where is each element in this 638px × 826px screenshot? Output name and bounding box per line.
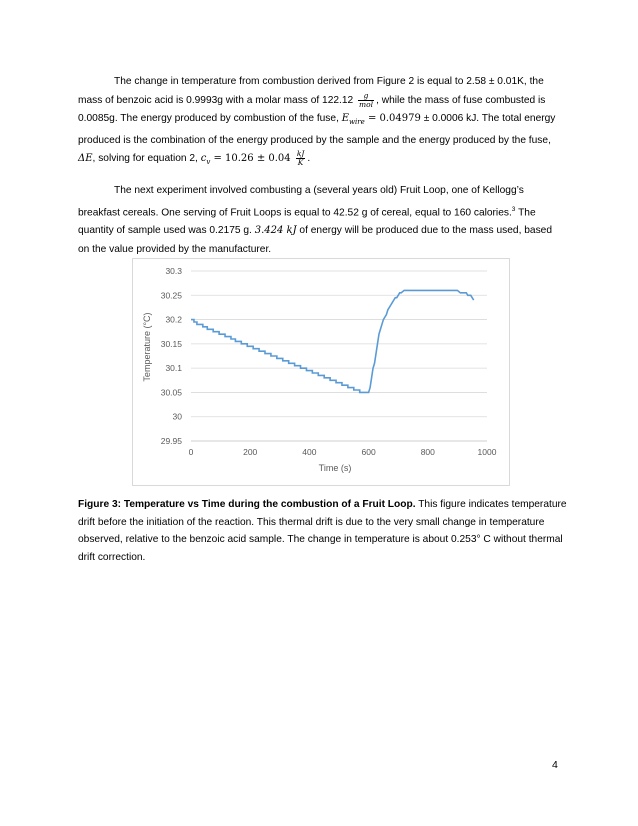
y-tick-labels	[161, 266, 183, 446]
x-tick-label: 400	[302, 447, 317, 457]
unit-fraction	[296, 150, 306, 167]
caption-text: This figure indicates temperature drift before the initiation of the reaction. This thermal drift is due to the very small change in temperature observed, relative to the benzoic acid sample. The change in temperature is about 0.253° C without thermal drift correction.	[78, 499, 567, 563]
y-axis-title: Temperature (°C)	[142, 312, 152, 382]
paragraph-text: .	[307, 153, 311, 165]
page-number: 4	[552, 759, 558, 771]
caption-title: Figure 3: Temperature vs Time during the combustion of a Fruit Loop.	[78, 499, 416, 510]
y-tick-label: 29.95	[160, 436, 182, 446]
paragraph-text: ± 0.0006 kJ. The total energy produced is the combination of the energy produced by the sample and the energy produced by the fuse,	[78, 113, 556, 146]
paragraph-fruit-loop	[78, 182, 562, 259]
energy-value: 3.424 kJ	[254, 225, 297, 237]
grid-lines	[191, 271, 487, 441]
x-tick-labels	[189, 447, 497, 457]
paragraph-text: , while the mass of fuse combusted is 0.0085g. The energy produced by combustion of the fuse,	[78, 94, 546, 125]
x-tick-label: 600	[361, 447, 376, 457]
y-tick-label: 30.15	[160, 338, 182, 349]
paragraph-text: The quantity of sample used was 0.2175 g.	[78, 206, 536, 237]
x-tick-label: 0	[188, 447, 194, 457]
temperature-time-chart	[133, 259, 509, 485]
y-tick-label: 30.1	[165, 363, 182, 374]
figure-caption	[78, 496, 568, 566]
temperature-series-line	[191, 290, 474, 392]
x-tick-label: 1000	[477, 447, 497, 457]
paragraph-results-benzoic	[78, 73, 562, 172]
delta-e-symbol: ΔE	[78, 153, 93, 165]
x-axis-title: Time (s)	[318, 463, 352, 473]
paragraph-text: , solving for equation 2,	[92, 153, 201, 165]
y-tick-label: 30.3	[165, 266, 182, 276]
fraction-denominator: mol	[359, 99, 374, 109]
chart-container	[132, 258, 510, 486]
y-tick-label: 30	[172, 411, 182, 422]
x-tick-label: 200	[243, 447, 258, 457]
paragraph-text: The next experiment involved combusting a (several years old) Fruit Loop, one of Kellogg’s breakfast cereals. One serving of Fruit Loops is equal to 42.52 g of cereal, equal to 160 calories.	[78, 185, 524, 218]
y-tick-label: 30.25	[160, 290, 182, 301]
citation-superscript: 3	[511, 205, 516, 213]
paragraph-text: of energy will be produced due to the mass used, based on the value provided by the manufacturer.	[78, 225, 552, 255]
paragraph-text: The change in temperature from combustion derived from Figure 2 is equal to 2.58 ± 0.01K, the mass of benzoic acid is 0.9993g with a molar mass of 122.12	[78, 76, 544, 106]
fraction-denominator: K	[297, 158, 304, 168]
ewire-symbol: $E_{wire} = 0.04979$	[341, 113, 421, 127]
y-tick-label: 30.2	[165, 314, 182, 325]
cv-symbol: $c_v = 10.26 \pm 0.04$	[200, 153, 294, 167]
x-tick-label: 800	[420, 447, 435, 457]
fraction-numerator: kJ	[296, 149, 305, 159]
y-tick-label: 30.05	[160, 387, 182, 398]
fraction-numerator: g	[358, 92, 374, 101]
unit-fraction	[358, 92, 374, 109]
